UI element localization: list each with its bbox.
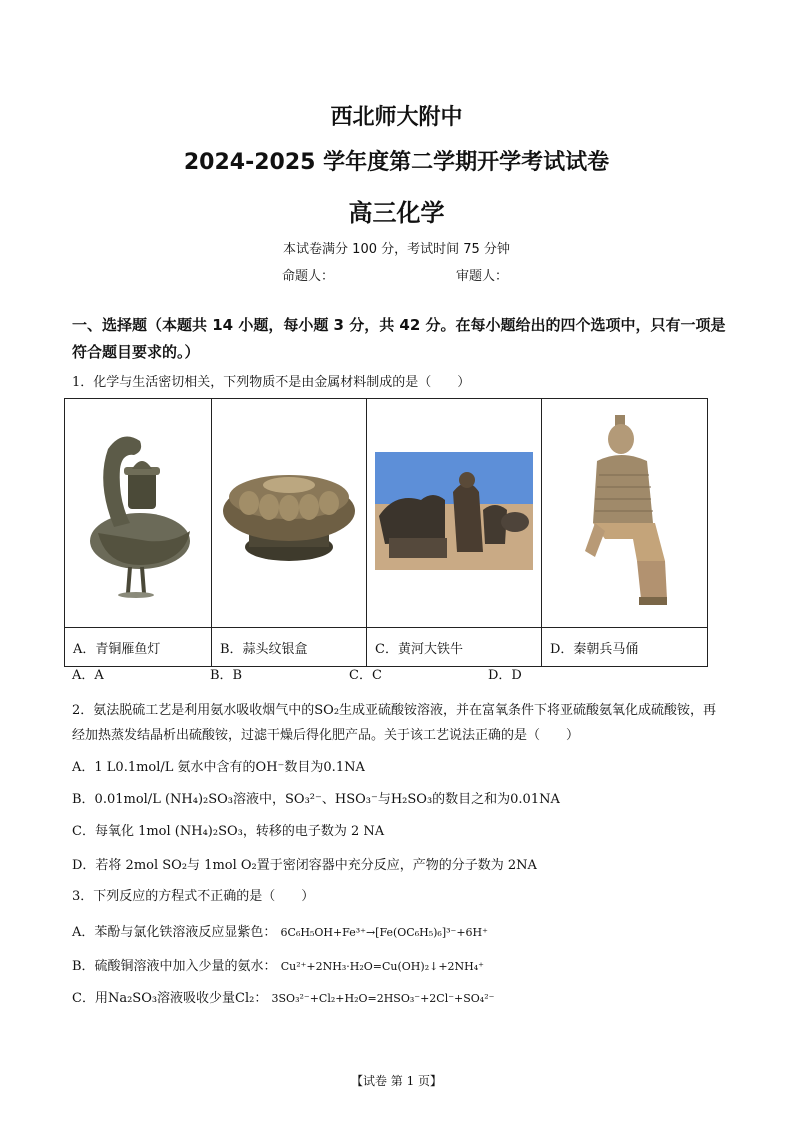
terracotta-warrior-image — [575, 411, 675, 611]
caption-c: C．黄河大铁牛 — [367, 628, 542, 667]
page-footer: 【试卷 第 1 页】 — [350, 1074, 443, 1088]
caption-d: D．秦朝兵马俑 — [542, 628, 708, 667]
q3-option-b-text: B．硫酸铜溶液中加入少量的氨水： — [72, 959, 277, 974]
reviewer-label: 审题人： — [456, 269, 509, 284]
q3-stem: 3．下列反应的方程式不正确的是（ ） — [72, 889, 315, 904]
silver-box-image — [219, 451, 359, 571]
image-cell-a — [65, 399, 212, 628]
q2-option-a: A．1 L0.1mol/L 氨水中含有的OH⁻数目为0.1NA — [72, 760, 365, 775]
q3-option-c — [72, 990, 494, 1008]
section-heading: 一、选择题（本题共 14 小题，每小题 3 分，共 42 分。在每小题给出的四个选项中，只有一项是符合题目要求的。） — [72, 316, 726, 361]
q2-option-c: C．每氧化 1mol (NH₄)₂SO₃，转移的电子数为 2 NA — [72, 824, 385, 839]
q2-option-b: B．0.01mol/L (NH₄)₂SO₃溶液中，SO₃²⁻、HSO₃⁻与H₂SO₃的数目之和为0.01NA — [72, 792, 560, 807]
q3-option-c-text: C．用Na₂SO₃溶液吸收少量Cl₂： — [72, 991, 268, 1006]
setter-label: 命题人： — [282, 269, 335, 284]
q1-answer-c: C．C — [349, 668, 382, 683]
school-title: 西北师大附中 — [330, 105, 463, 130]
q1-image-table — [64, 398, 708, 667]
bronze-goose-lamp-image — [78, 423, 198, 599]
image-cell-c — [367, 399, 542, 628]
q3-option-a-equation: 6C₆H₅OH+Fe³⁺→[Fe(OC₆H₅)₆]³⁻+6H⁺ — [280, 926, 488, 939]
caption-b: B．蒜头纹银盒 — [212, 628, 367, 667]
q2-stem: 2．氨法脱硫工艺是利用氨水吸收烟气中的SO₂生成亚硫酸铵溶液，并在富氧条件下将亚硫酸氨氧化成硫酸铵，再经加热蒸发结晶析出硫酸铵，过滤干燥后得化肥产品。关于该工艺说法正确的是（ ） — [72, 703, 717, 743]
q3-option-b-equation: Cu²⁺+2NH₃·H₂O=Cu(OH)₂↓+2NH₄⁺ — [280, 960, 484, 973]
iron-ox-image — [375, 452, 533, 570]
q3-option-a-text: A．苯酚与氯化铁溶液反应显紫色： — [72, 925, 277, 940]
exam-info: 本试卷满分 100 分，考试时间 75 分钟 — [283, 242, 510, 257]
q1-answer-b: B．B — [210, 668, 243, 683]
q3-option-c-equation: 3SO₃²⁻+Cl₂+H₂O=2HSO₃⁻+2Cl⁻+SO₄²⁻ — [271, 992, 495, 1005]
q1-stem: 1．化学与生活密切相关，下列物质不是由金属材料制成的是（ ） — [72, 375, 471, 390]
q3-option-a — [72, 924, 488, 942]
exam-title: 2024-2025 学年度第二学期开学考试试卷 — [183, 150, 610, 175]
q1-answer-d: D．D — [488, 668, 522, 683]
q3-option-b — [72, 958, 484, 976]
q1-answer-a: A．A — [72, 668, 104, 683]
image-cell-d — [542, 399, 708, 628]
subject-title: 高三化学 — [348, 199, 445, 227]
caption-a: A．青铜雁鱼灯 — [65, 628, 212, 667]
image-cell-b — [212, 399, 367, 628]
q2-option-d: D．若将 2mol SO₂与 1mol O₂置于密闭容器中充分反应，产物的分子数为 2NA — [72, 858, 537, 873]
